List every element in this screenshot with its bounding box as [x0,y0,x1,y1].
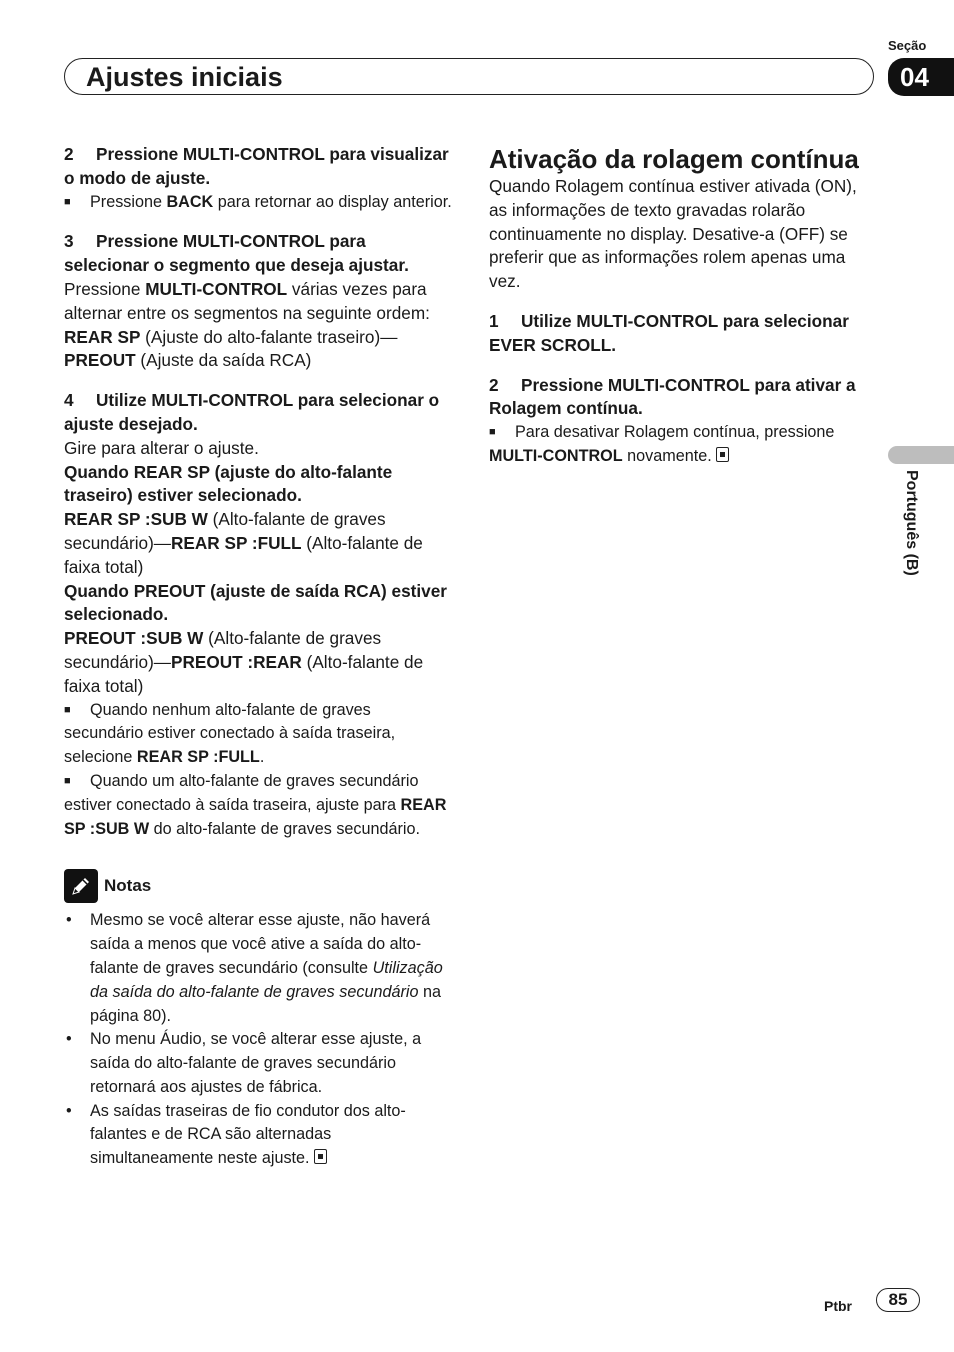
square-bullet-icon: ■ [64,774,71,787]
step-3 [64,230,454,278]
text: Quando nenhum alto-falante de graves secundário estiver conectado à saída traseira, selecione [64,700,396,767]
step-number: 2 [489,374,499,395]
notes-list [64,909,454,1171]
square-bullet-icon: ■ [64,703,71,716]
step-number: 2 [64,144,74,164]
step-4-body: Gire para alterar o ajuste. [64,437,259,458]
square-bullet-icon: ■ [489,426,496,439]
square-bullet-icon: ■ [64,195,71,208]
preout-options [64,627,454,698]
option-name: REAR SP :FULL [136,748,260,767]
note-item [64,1028,454,1099]
option-name: REAR SP :SUB W [64,795,447,838]
text: Para desativar Rolagem contínua, pressione [515,423,835,442]
option-name: PREOUT :SUB W [64,628,204,649]
right-column [489,143,874,469]
sequence-item [64,349,454,373]
step-1 [489,310,874,358]
pencil-note-icon [64,869,98,903]
rear-sp-options [64,508,454,579]
key-name: MULTI-CONTROL [145,278,288,299]
bullet-deactivate [489,421,874,469]
notes-title: Notas [104,876,152,896]
step-2 [489,374,874,422]
language-tab [888,446,954,464]
text: para retornar ao display anterior. [213,192,452,211]
text: (Ajuste da saída RCA) [135,350,312,371]
text: na página 80). [90,982,441,1025]
end-of-section-icon [314,1149,327,1164]
step-number: 1 [489,310,499,331]
bullet-back [64,191,454,215]
note-item [64,1100,454,1171]
cross-reference: Utilização da saída do alto-falante de graves secundário [90,958,443,1001]
note-item [64,909,454,1028]
option-name: REAR SP :FULL [171,532,302,553]
text: novamente. [622,446,712,465]
step-text: Pressione MULTI-CONTROL para visualizar o modo de ajuste. [64,144,449,188]
page-title: Ajustes iniciais [86,62,283,92]
step-text: Utilize MULTI-CONTROL para selecionar o ajuste desejado. [64,390,440,434]
step-text: Pressione MULTI-CONTROL para selecionar o segmento que deseja ajustar. [64,231,409,276]
text: (Alto-falante de faixa total) [64,532,423,577]
step-text: Pressione MULTI-CONTROL para ativar a Rolagem contínua. [489,374,856,419]
step-3-body [64,278,454,326]
step-number: 4 [64,390,74,411]
text: (Alto-falante de graves secundário)— [64,628,382,672]
bullet-with-subwoofer [64,770,454,841]
text: Mesmo se você alterar esse ajuste, não haverá saída a menos que você ative a saída do alto-falante de graves secundário (consulte [90,911,431,977]
text: . [259,748,265,767]
text: Pressione [64,278,146,299]
option-name: PREOUT [64,350,136,371]
text: Quando um alto-falante de graves secundário estiver conectado à saída traseira, ajuste para [64,771,419,814]
end-of-section-icon [716,447,729,462]
key-name: MULTI-CONTROL [489,446,623,465]
text: do alto-falante de graves secundário. [149,819,421,838]
footer-language-code: Ptbr [824,1298,852,1314]
option-name: REAR SP :SUB W [64,509,208,530]
notes-header [64,869,454,903]
option-name: PREOUT :REAR [171,651,302,672]
key-name: BACK [166,192,214,211]
intro-paragraph: Quando Rolagem contínua estiver ativada (ON), as informações de texto gravadas rolarão continuamente no display. Desative-a (OFF) se preferir que as informações rolem apenas uma vez. [489,176,857,292]
section-number-badge: 04 [888,58,954,96]
option-name: REAR SP [64,326,141,347]
text: Pressione [90,192,167,211]
left-column [64,143,454,1171]
step-2 [64,143,454,191]
sequence-item [64,326,454,350]
bullet-no-subwoofer [64,699,454,770]
text: várias vezes para alternar entre os segmentos na seguinte ordem: [64,278,430,323]
step-text: Utilize MULTI-CONTROL para selecionar EVER SCROLL. [489,310,849,355]
text: (Ajuste do alto-falante traseiro)— [140,326,398,347]
page-number: 85 [876,1288,920,1312]
section-label: Seção [888,38,927,53]
text: No menu Áudio, se você alterar esse ajuste, a saída do alto-falante de graves secundário retornará aos ajustes de fábrica. [90,1030,422,1096]
step-number: 3 [64,231,74,252]
section-heading: Ativação da rolagem contínua [489,144,859,174]
text: (Alto-falante de faixa total) [64,651,424,696]
preout-heading: Quando PREOUT (ajuste de saída RCA) estiver selecionado. [64,580,447,625]
step-4 [64,389,454,437]
rear-sp-heading: Quando REAR SP (ajuste do alto-falante traseiro) estiver selecionado. [64,461,393,506]
language-side-label: Português (B) [903,470,920,576]
text: (Alto-falante de graves secundário)— [64,509,386,553]
text: As saídas traseiras de fio condutor dos alto-falantes e de RCA são alternadas simultaneamente neste ajuste. [90,1101,406,1168]
